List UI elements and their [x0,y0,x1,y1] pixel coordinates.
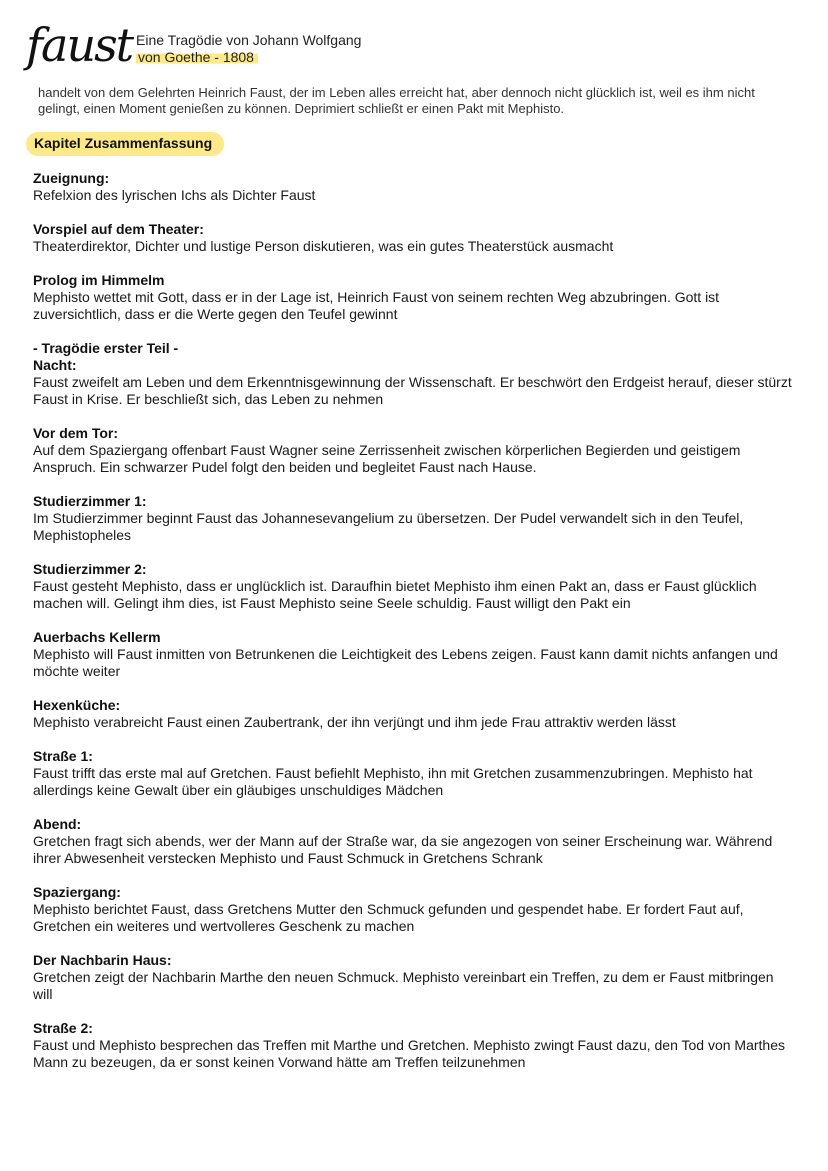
section-text: Mephisto berichtet Faust, dass Gretchens Mutter den Schmuck gefunden und gespendet habe. Er fordert Faut auf, Gretchen ein weiteres und wertvolleres Geschenk zu machen [33,901,744,934]
sections-list [33,170,795,1088]
section-text: Faust trifft das erste mal auf Gretchen. Faust befiehlt Mephisto, ihn mit Gretchen zusammenzubringen. Mephisto hat allerdings keine Gewalt über ein gläubiges unschuldiges Mädchen [33,765,753,798]
subtitle-line-2: von Goethe - 1808 [136,49,258,65]
section-strasse-1 [33,748,795,799]
section-text: Mephisto will Faust inmitten von Betrunkenen die Leichtigkeit des Lebens zeigen. Faust kann damit nichts anfangen und möchte weiter [33,646,778,679]
section-title: Spaziergang: [33,884,121,900]
section-title: Abend: [33,816,82,832]
section-abend [33,816,795,867]
section-title: Studierzimmer 1: [33,493,147,509]
section-vor-dem-tor [33,425,795,476]
section-strasse-2 [33,1020,795,1071]
section-text: Mephisto wettet mit Gott, dass er in der Lage ist, Heinrich Faust von seinem rechten Weg abzubringen. Gott ist zuversichtlich, dass er die Werte gegen den Teufel gewinnt [33,289,720,322]
section-title: Nacht: [33,357,77,373]
section-title: Prolog im Himmelm [33,272,165,288]
section-hexenkueche [33,697,795,731]
section-text: Refelxion des lyrischen Ichs als Dichter Faust [33,187,316,203]
faust-logo: faust [26,18,133,72]
section-text: Faust und Mephisto besprechen das Treffen mit Marthe und Gretchen. Mephisto zwingt Faust dazu, den Tod von Marthes Mann zu bezeugen, da er sonst keinen Vorwand hätte am Treffen teilzunehmen [33,1037,786,1070]
section-text: Im Studierzimmer beginnt Faust das Johannesevangelium zu übersetzen. Der Pudel verwandelt sich in den Teufel, Mephistopheles [33,510,744,543]
section-vorspiel [33,221,795,255]
section-nachbarin-haus [33,952,795,1003]
section-title: Straße 2: [33,1020,93,1036]
section-title: Auerbachs Kellerm [33,629,161,645]
section-prolog [33,272,795,323]
section-text: Gretchen zeigt der Nachbarin Marthe den neuen Schmuck. Mephisto vereinbart ein Treffen, zu dem er Faust mitbringen will [33,969,774,1002]
section-title: Hexenküche: [33,697,121,713]
section-text: Mephisto verabreicht Faust einen Zaubertrank, der ihn verjüngt und ihm jede Frau attraktiv werden lässt [33,714,676,730]
section-studierzimmer-1 [33,493,795,544]
section-text: Theaterdirektor, Dichter und lustige Person diskutieren, was ein gutes Theaterstück ausmacht [33,238,614,254]
section-text: Auf dem Spaziergang offenbart Faust Wagner seine Zerrissenheit zwischen körperlichen Begierden und geistigem Anspruch. Ein schwarzer Pudel folgt den beiden und begleitet Faust nach Hause. [33,442,741,475]
section-title: Der Nachbarin Haus: [33,952,172,968]
subtitle-line-1: Eine Tragödie von Johann Wolfgang [136,32,362,48]
section-text: Faust zweifelt am Leben und dem Erkenntnisgewinnung der Wissenschaft. Er beschwört den Erdgeist herauf, dieser stürzt Faust in Krise. Er beschließt sich, das Leben zu nehmen [33,374,792,407]
section-title: Zueignung: [33,170,110,186]
section-auerbachs-keller [33,629,795,680]
section-title: Studierzimmer 2: [33,561,147,577]
part-heading: - Tragödie erster Teil - [33,340,179,356]
section-nacht [33,340,795,408]
section-studierzimmer-2 [33,561,795,612]
subtitle [136,32,396,66]
chapter-summary-heading: Kapitel Zusammenfassung [26,132,224,156]
section-text: Gretchen fragt sich abends, wer der Mann auf der Straße war, da sie angezogen von seiner Erscheinung war. Während ihrer Abwesenheit verstecken Mephisto und Faust Schmuck in Gretchens Schrank [33,833,773,866]
section-title: Vor dem Tor: [33,425,119,441]
section-spaziergang [33,884,795,935]
section-text: Faust gesteht Mephisto, dass er unglücklich ist. Daraufhin bietet Mephisto ihm einen Pakt an, dass er Faust glücklich machen will. Gelingt ihm dies, ist Faust Mephisto seine Seele schuldig. Faust willigt den Pakt ein [33,578,757,611]
section-zueignung [33,170,795,204]
intro-text: handelt von dem Gelehrten Heinrich Faust, der im Leben alles erreicht hat, aber dennoch nicht glücklich ist, weil es ihm nicht gelingt, einen Moment genießen zu können. Deprimiert schließt er einen Pakt mit Mephisto. [38,85,755,116]
section-title: Vorspiel auf dem Theater: [33,221,204,237]
section-title: Straße 1: [33,748,93,764]
